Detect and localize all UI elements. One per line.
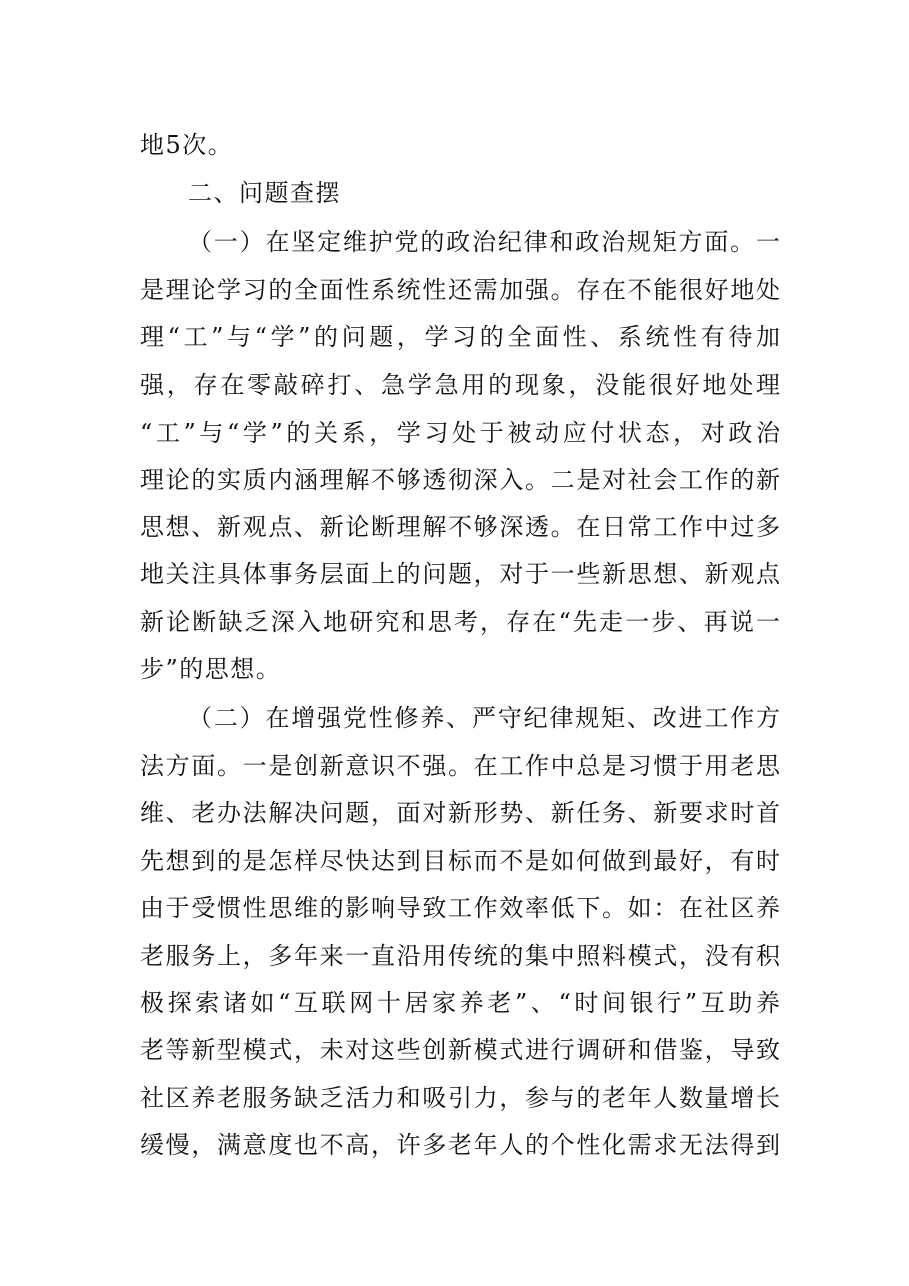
paragraph-line: 法方面。一是创新意识不强。在工作中总是习惯于用老思 [140, 752, 780, 780]
paragraph-line: 强，存在零敲碎打、急学急用的现象，没能很好地处理 [140, 371, 780, 399]
paragraph-line: 老等新型模式，未对这些创新模式进行调研和借鉴，导致 [140, 1036, 780, 1064]
text-line: 地5次。 [140, 131, 234, 159]
section-heading: 二、问题查摆 [188, 179, 341, 207]
paragraph-line: 由于受惯性思维的影响导致工作效率低下。如：在社区养 [140, 894, 780, 922]
paragraph-line: 缓慢，满意度也不高，许多老年人的个性化需求无法得到 [140, 1131, 780, 1159]
paragraph-line: 社区养老服务缺乏活力和吸引力，参与的老年人数量增长 [140, 1084, 780, 1112]
paragraph-line: “工”与“学”的关系，学习处于被动应付状态，对政治 [140, 419, 780, 447]
paragraph-line: 理论的实质内涵理解不够透彻深入。二是对社会工作的新 [140, 466, 780, 494]
paragraph-line: 维、老办法解决问题，面对新形势、新任务、新要求时首 [140, 799, 780, 827]
paragraph-line: （二）在增强党性修养、严守纪律规矩、改进工作方 [188, 704, 780, 732]
paragraph-line: 先想到的是怎样尽快达到目标而不是如何做到最好，有时 [140, 847, 780, 875]
paragraph-line: 步”的思想。 [140, 655, 282, 683]
paragraph-line: 新论断缺乏深入地研究和思考，存在“先走一步、再说一 [140, 608, 780, 636]
paragraph-line: （一）在坚定维护党的政治纪律和政治规矩方面。一 [188, 228, 780, 256]
paragraph-line: 理“工”与“学”的问题，学习的全面性、系统性有待加 [140, 323, 780, 351]
paragraph-line: 是理论学习的全面性系统性还需加强。存在不能很好地处 [140, 276, 780, 304]
paragraph-line: 思想、新观点、新论断理解不够深透。在日常工作中过多 [140, 513, 780, 541]
paragraph-line: 地关注具体事务层面上的问题，对于一些新思想、新观点 [140, 560, 780, 588]
paragraph-line: 老服务上，多年来一直沿用传统的集中照料模式，没有积 [140, 942, 780, 970]
paragraph-line: 极探索诸如“互联网十居家养老”、“时间银行”互助养 [140, 989, 780, 1017]
